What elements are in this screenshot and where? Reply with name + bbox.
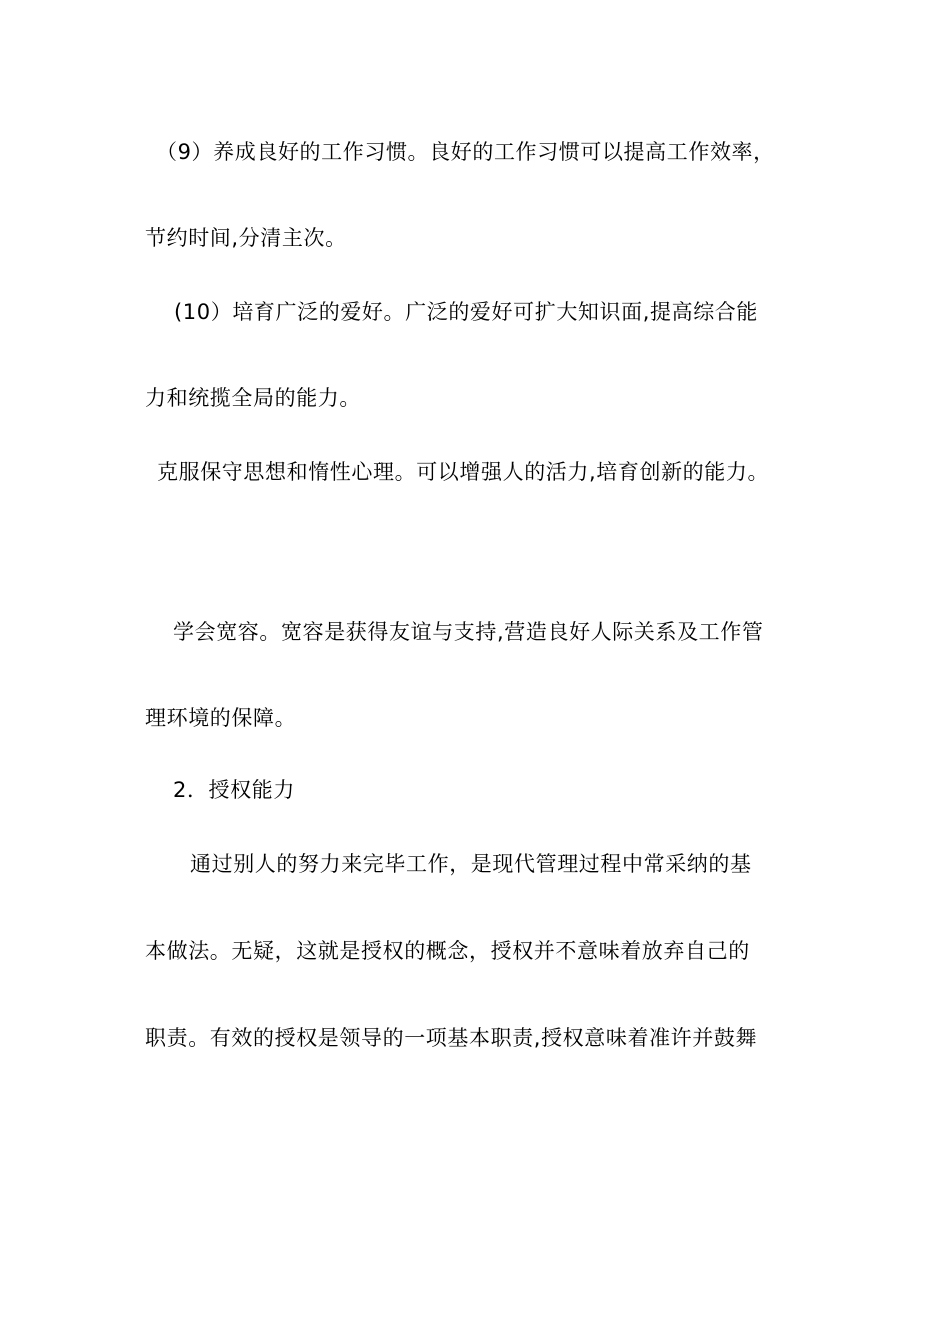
paragraph-line: 本做法。无疑，这就是授权的概念，授权并不意味着放弃自己的: [145, 939, 750, 963]
paragraph-line: 学会宽容。宽容是获得友谊与支持,营造良好人际关系及工作管: [173, 620, 764, 644]
paragraph-line: 通过别人的努力来完毕工作，是现代管理过程中常采纳的基: [190, 852, 752, 876]
paragraph-line: 职责。有效的授权是领导的一项基本职责,授权意味着准许并鼓舞: [145, 1026, 758, 1050]
paragraph-line: 克服保守思想和惰性心理。可以增强人的活力,培育创新的能力。: [157, 460, 770, 484]
section-heading: 2．授权能力: [173, 778, 295, 802]
paragraph-line: 理环境的保障。: [145, 706, 297, 730]
paragraph-line: 节约时间,分清主次。: [145, 226, 347, 250]
paragraph-line: (10）培育广泛的爱好。广泛的爱好可扩大知识面,提高综合能: [174, 300, 758, 324]
paragraph-line: （9）养成良好的工作习惯。良好的工作习惯可以提高工作效率，: [156, 140, 775, 164]
paragraph-line: 力和统揽全局的能力。: [145, 386, 361, 410]
